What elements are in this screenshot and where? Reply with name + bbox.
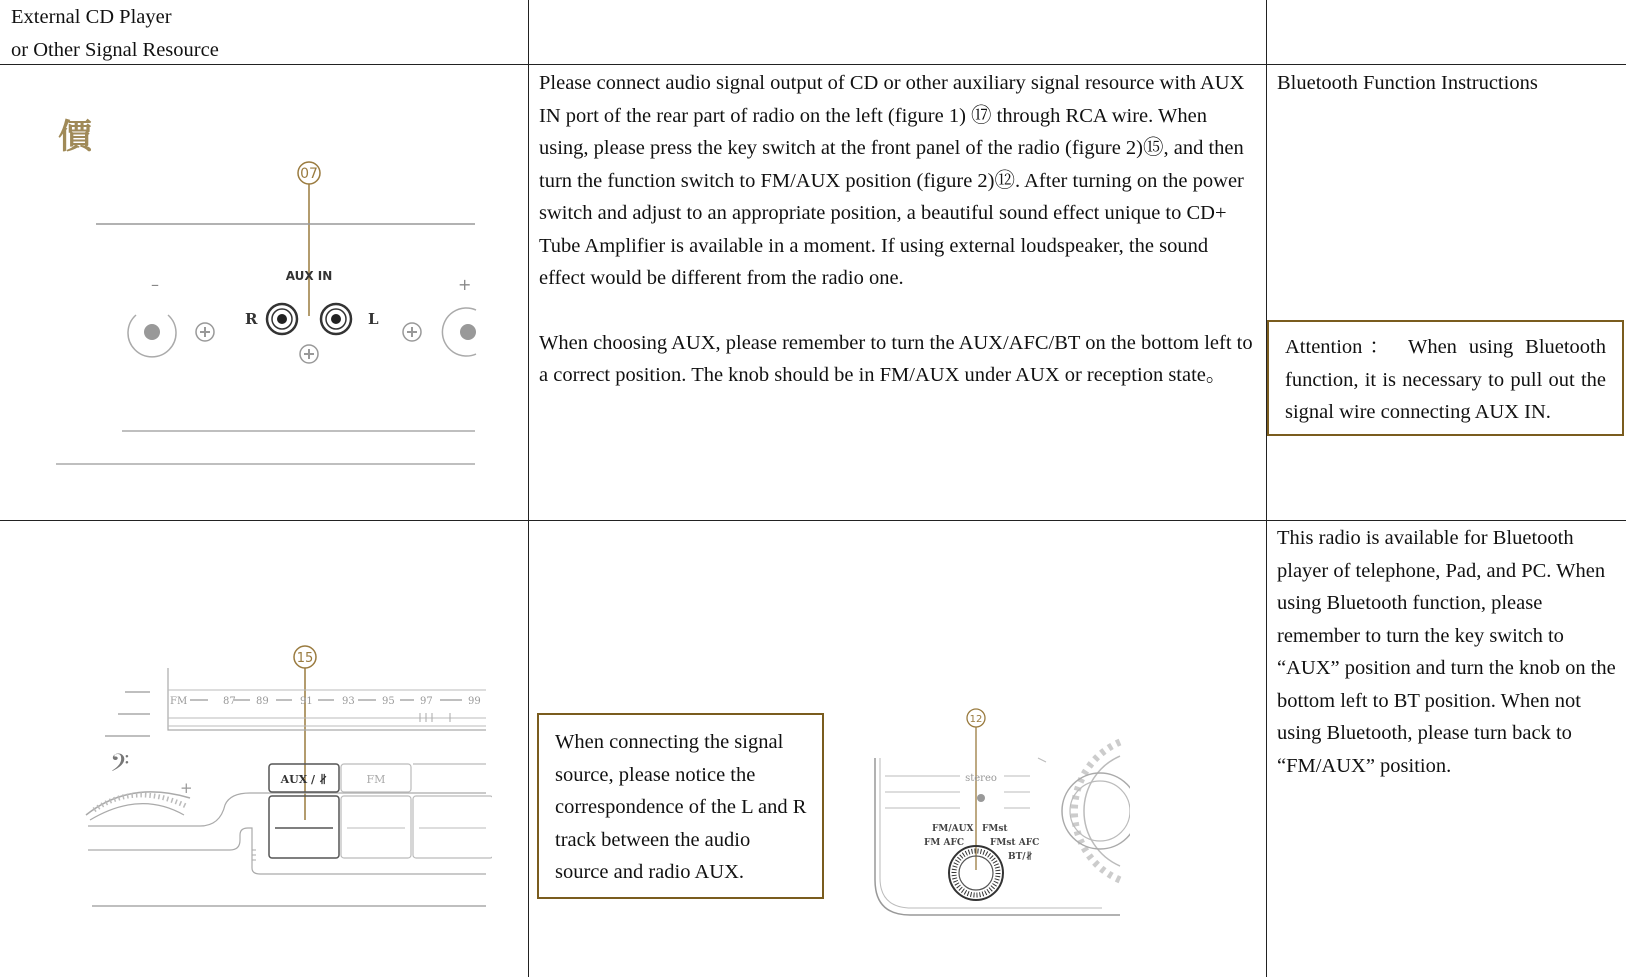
- callout-12-label: 12: [969, 714, 983, 725]
- screw-icon: [196, 323, 214, 341]
- column-divider-left: [528, 0, 529, 977]
- panel-channel-bottom: [88, 828, 486, 874]
- volume-arc-ticks: [94, 795, 186, 810]
- minus-terminal-label: –: [151, 275, 159, 294]
- aux-in-label: AUX IN: [285, 269, 333, 283]
- tuning-dial: [1062, 742, 1130, 880]
- aux-knob-paragraph: When choosing AUX, please remember to turn the AUX/AFC/BT on the bottom left to a correct position. The knob should be in FM/AUX under AUX or reception state。: [539, 331, 1253, 386]
- bluetooth-usage-text: This radio is available for Bluetooth player of telephone, Pad, and PC. When using Bluetooth function, please remember to turn the key switch to “AUX” position and turn the knob on the bottom left to BT position. When not using Bluetooth, please turn back to “FM/AUX” position.: [1277, 527, 1616, 777]
- stereo-indicator: [977, 794, 985, 802]
- scale-label: 95: [382, 696, 395, 707]
- callout-07-label: 07: [300, 166, 318, 182]
- dial-mark: [1038, 758, 1046, 762]
- scale-label: FM: [170, 696, 188, 707]
- scale-label: 97: [420, 696, 433, 707]
- position-fmafc-label: FM AFC: [924, 838, 965, 848]
- plus-terminal-label: +: [458, 275, 472, 294]
- bass-clef-icon: 𝄢: [110, 749, 130, 784]
- column-divider-right: [1266, 0, 1267, 977]
- function-knob-figure: [870, 700, 1130, 920]
- position-fmstafc-label: FMst AFC: [990, 838, 1040, 848]
- rca-jack-left: [321, 304, 351, 334]
- aux-instructions-cell: [539, 67, 1255, 392]
- notice-text: When connecting the signal source, please notice the correspondence of the L and R track between the audio source and radio AUX.: [555, 731, 807, 883]
- aux-bt-key-label: AUX / ∦: [280, 773, 328, 786]
- row-divider-middle: [0, 520, 1626, 521]
- position-bt-label: BT/∦: [1008, 852, 1033, 862]
- left-speaker-terminal: [144, 324, 160, 340]
- aux-instructions-paragraph: Please connect audio signal output of CD or other auxiliary signal resource with AUX IN port of the rear part of radio on the left (figure 1) ⑰ through RCA wire. When using, please press the key switch at the front panel of the radio (figure 2)⑮, and then turn the function switch to FM/AUX position (figure 2)⑫. After turning on the power switch and adjust to an appropriate position, a beautiful sound effect unique to CD+ Tube Amplifier is available in a moment. If using external loudspeaker, the sound effect would be different from the radio one.: [539, 72, 1245, 289]
- right-channel-label: R: [245, 310, 258, 328]
- attention-text: Attention： When using Bluetooth function, it is necessary to pull out the signal wire connecting AUX IN.: [1285, 336, 1606, 423]
- header-line-2: or Other Signal Resource: [11, 38, 219, 61]
- rca-jack-right: [267, 304, 297, 334]
- fm-key-body: [341, 796, 411, 858]
- scale-label: 99: [468, 696, 481, 707]
- left-channel-label: L: [368, 310, 379, 328]
- aux-bt-key-body: [269, 796, 339, 858]
- right-speaker-terminal: [460, 324, 476, 340]
- scale-label: 89: [256, 696, 269, 707]
- bluetooth-title: Bluetooth Function Instructions: [1277, 72, 1538, 94]
- front-panel-figure: [80, 630, 492, 920]
- fm-key-label: FM: [366, 773, 386, 786]
- notice-box: [537, 713, 824, 899]
- rear-panel-figure: [40, 110, 500, 480]
- next-key-body: [413, 796, 492, 858]
- attention-box: [1267, 320, 1624, 436]
- scale-label: 87: [223, 696, 236, 707]
- panel-channel-top: [88, 793, 486, 826]
- header-line-1: External CD Player: [11, 6, 172, 28]
- position-fmaux-label: FM/AUX: [932, 824, 974, 834]
- stereo-label: stereo: [965, 773, 997, 784]
- scale-label: 93: [342, 696, 355, 707]
- callout-15-label: 15: [296, 651, 314, 666]
- position-fmst-label: FMst: [982, 824, 1008, 834]
- row-divider-top: [0, 64, 1626, 65]
- plus-label: +: [180, 779, 193, 797]
- scale-label: 91: [300, 696, 313, 707]
- logo-fragment: 價: [58, 117, 92, 157]
- screw-icon: [403, 323, 421, 341]
- screw-icon: [300, 345, 318, 363]
- dial-frame: [168, 668, 486, 730]
- volume-arc-inner: [90, 804, 184, 820]
- header-cell: [11, 1, 219, 66]
